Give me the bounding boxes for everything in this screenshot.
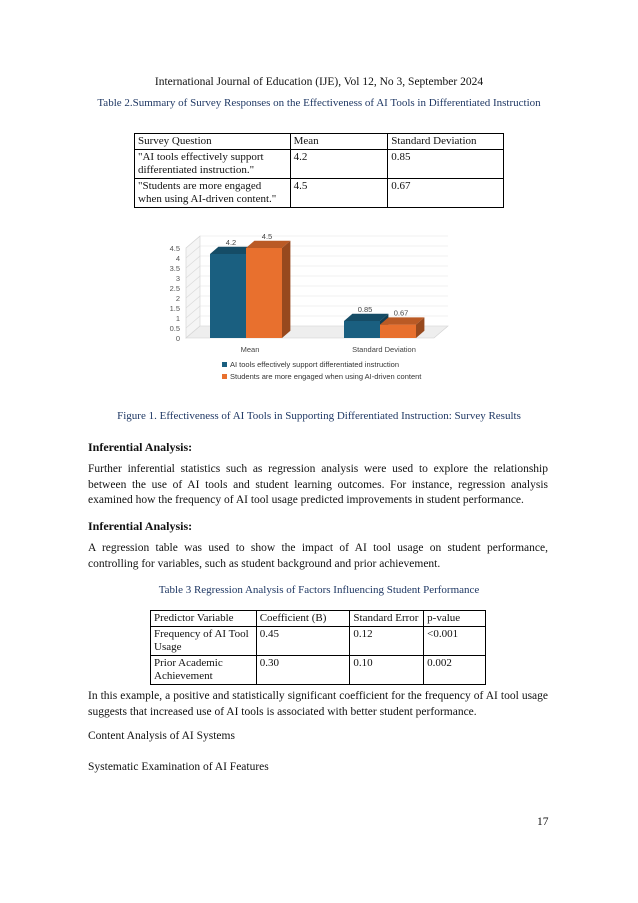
table-cell: "AI tools effectively support differentiated instruction." (135, 150, 291, 179)
table-row (135, 179, 504, 208)
y-tick-label: 4.5 (169, 244, 180, 253)
table-cell: Prior Academic Achievement (151, 656, 257, 685)
data-label: 0.85 (357, 304, 373, 314)
bar-side (282, 241, 290, 338)
table-header-row (135, 134, 504, 150)
y-tick-label: 0 (175, 334, 180, 343)
data-label: 4.5 (261, 231, 273, 241)
section2-heading: Inferential Analysis: (88, 519, 193, 533)
table-cell: <0.001 (424, 627, 486, 656)
table-cell: 0.85 (388, 150, 504, 179)
table-header-cell: Standard Deviation (388, 134, 504, 150)
legend-swatch (222, 374, 227, 379)
y-tick-label: 1 (175, 314, 180, 323)
journal-header: International Journal of Education (IJE), Vol 12, No 3, September 2024 (154, 76, 484, 88)
systematic-examination-line: Systematic Examination of AI Features (88, 761, 269, 773)
table2-caption: Table 2.Summary of Survey Responses on the Effectiveness of AI Tools in Differentiated Instruction (97, 97, 541, 109)
table-header-row (151, 611, 486, 627)
figure1-chart (134, 212, 504, 398)
bar (380, 325, 416, 338)
table2 (134, 133, 504, 208)
data-label: 0.67 (393, 308, 409, 318)
y-tick-label: 1.5 (169, 304, 180, 313)
legend-label: AI tools effectively support differentiated instruction (230, 360, 399, 369)
conclusion-paragraph: In this example, a positive and statistically significant coefficient for the frequency of AI tool usage suggests that increased use of AI tools is associated with better student performance. (88, 690, 548, 718)
table-cell: "Students are more engaged when using AI-driven content." (135, 179, 291, 208)
table-cell: 0.45 (256, 627, 350, 656)
x-category-label: Standard Deviation (352, 345, 416, 354)
y-tick-label: 0.5 (169, 324, 180, 333)
bar (210, 254, 246, 338)
section2-paragraph: A regression table was used to show the impact of AI tool usage on student performance, controlling for variables, such as student background and prior achievement. (88, 542, 548, 570)
section1-paragraph: Further inferential statistics such as regression analysis were used to explore the relationship between the use of AI tools and student learning outcomes. For instance, regression analysis examined how the frequency of AI tool usage predicted improvements in student performance. (88, 463, 548, 506)
table3 (150, 610, 486, 685)
y-tick-label: 4 (175, 254, 180, 263)
content-analysis-line: Content Analysis of AI Systems (88, 730, 235, 742)
table-header-cell: Mean (290, 134, 388, 150)
y-tick-label: 2.5 (169, 284, 180, 293)
y-tick-label: 3 (175, 274, 180, 283)
table-header-cell: Coefficient (B) (256, 611, 350, 627)
page-number: 17 (537, 816, 549, 828)
table-cell: 0.10 (350, 656, 424, 685)
table-header-cell: Predictor Variable (151, 611, 257, 627)
table-row (151, 656, 486, 685)
legend-swatch (222, 362, 227, 367)
table-cell: Frequency of AI Tool Usage (151, 627, 257, 656)
table-header-cell: Survey Question (135, 134, 291, 150)
table-cell: 4.2 (290, 150, 388, 179)
bar (246, 248, 282, 338)
bar (344, 321, 380, 338)
table-cell: 0.002 (424, 656, 486, 685)
data-label: 4.2 (225, 237, 237, 247)
table-cell: 0.12 (350, 627, 424, 656)
section1-heading: Inferential Analysis: (88, 440, 193, 454)
chart-side-wall (186, 236, 200, 338)
x-category-label: Mean (240, 345, 260, 354)
table-header-cell: Standard Error (350, 611, 424, 627)
table-cell: 4.5 (290, 179, 388, 208)
legend-label: Students are more engaged when using AI-driven content (230, 372, 422, 381)
table-row (135, 150, 504, 179)
table-row (151, 627, 486, 656)
figure1-caption: Figure 1. Effectiveness of AI Tools in Supporting Differentiated Instruction: Survey Results (117, 410, 521, 422)
y-tick-label: 3.5 (169, 264, 180, 273)
table-cell: 0.30 (256, 656, 350, 685)
table-cell: 0.67 (388, 179, 504, 208)
table3-caption: Table 3 Regression Analysis of Factors Influencing Student Performance (158, 584, 480, 596)
table-header-cell: p-value (424, 611, 486, 627)
y-tick-label: 2 (175, 294, 180, 303)
